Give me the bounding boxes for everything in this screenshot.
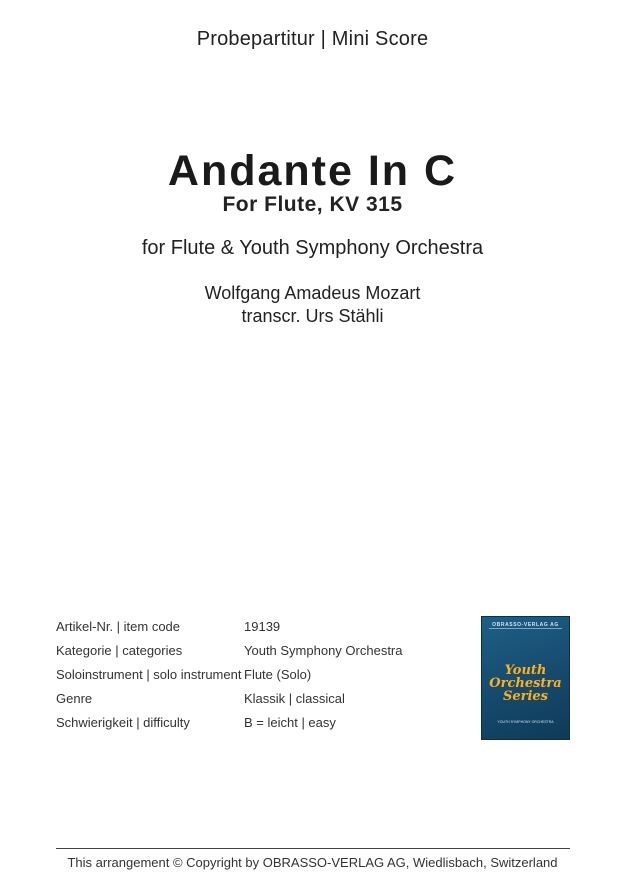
info-value: Klassik | classical bbox=[244, 691, 345, 706]
instrumentation: for Flute & Youth Symphony Orchestra bbox=[141, 237, 484, 259]
info-value: Flute (Solo) bbox=[244, 667, 312, 682]
composer: Wolfgang Amadeus Mozart bbox=[204, 283, 421, 303]
info-value: 19139 bbox=[244, 619, 281, 634]
footer-divider bbox=[56, 848, 570, 849]
info-label: Soloinstrument | solo instrument bbox=[56, 667, 242, 682]
info-value: B = leicht | easy bbox=[244, 715, 336, 730]
copyright-footer: This arrangement © Copyright by OBRASSO-VERLAG AG, Wiedlisbach, Switzerland bbox=[67, 855, 558, 870]
info-label: Kategorie | categories bbox=[56, 643, 183, 658]
arranger: transcr. Urs Stähli bbox=[241, 306, 384, 326]
cover-series-line: Youth bbox=[504, 663, 547, 678]
info-label: Schwierigkeit | difficulty bbox=[56, 715, 190, 730]
product-info-table bbox=[56, 619, 456, 739]
score-type-header: Probepartitur | Mini Score bbox=[196, 28, 429, 50]
work-title: Andante In C bbox=[167, 147, 458, 195]
info-row-difficulty bbox=[56, 715, 456, 739]
info-value: Youth Symphony Orchestra bbox=[244, 643, 403, 658]
info-row-categories bbox=[56, 643, 456, 667]
cover-series-line: Series bbox=[502, 689, 549, 704]
series-cover-image bbox=[481, 616, 570, 740]
cover-series-logo bbox=[481, 664, 570, 703]
cover-series-line: Orchestra bbox=[489, 676, 562, 691]
info-row-genre bbox=[56, 691, 456, 715]
info-row-solo-instrument bbox=[56, 667, 456, 691]
info-label: Genre bbox=[56, 691, 93, 706]
cover-publisher: OBRASSO-VERLAG AG bbox=[492, 622, 559, 628]
cover-divider bbox=[489, 628, 562, 629]
work-subtitle: For Flute, KV 315 bbox=[222, 193, 403, 216]
info-label: Artikel-Nr. | item code bbox=[56, 619, 181, 634]
cover-bottom-text: YOUTH SYMPHONY ORCHESTRA bbox=[497, 720, 554, 724]
info-row-item-code bbox=[56, 619, 456, 643]
